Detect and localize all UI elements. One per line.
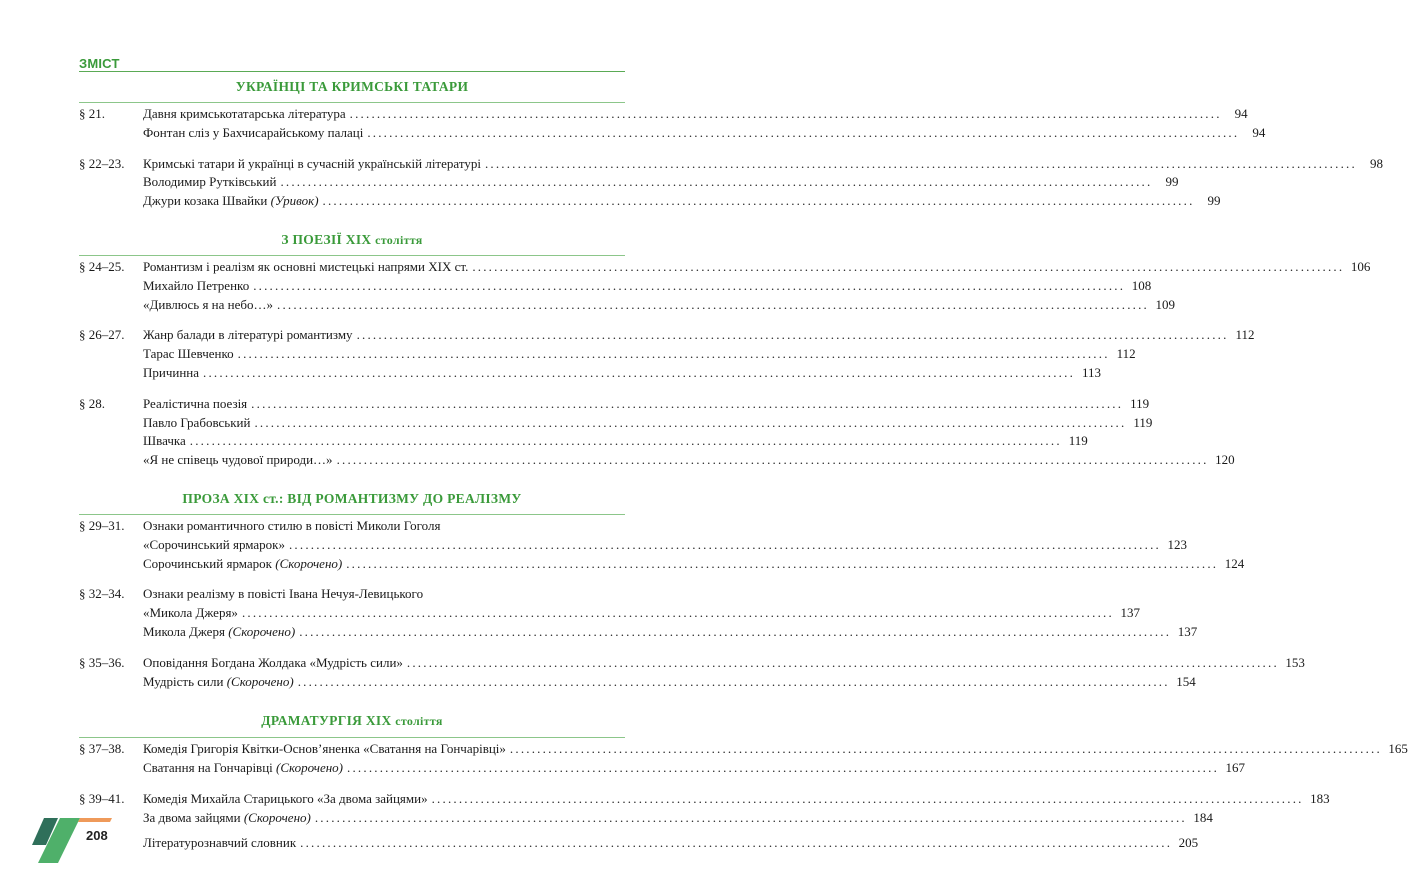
toc-entry[interactable] <box>79 414 1153 433</box>
dot-leader: ................................................................................................................................................................ <box>322 193 1195 209</box>
entry-title <box>143 296 273 315</box>
page-ref: 109 <box>1155 296 1175 312</box>
toc-entry[interactable] <box>79 809 1213 828</box>
entry-title-text: Кримські татари й українці в сучасній українській літературі <box>143 155 481 171</box>
entry-title-text: Реалістична поезія <box>143 395 248 411</box>
entry-title-text: Жанр балади в літературі романтизму <box>143 327 353 343</box>
entry-title-text: Тарас Шевченко <box>143 346 234 362</box>
page-ref: 154 <box>1176 673 1196 689</box>
entry-title-text: Сорочинський ярмарок <box>143 555 276 571</box>
table-of-contents <box>79 72 1408 852</box>
section-heading-text: УКРАЇНЦІ ТА КРИМСЬКІ ТАТАРИ <box>235 79 469 94</box>
entry-title-text: «Сорочинський ярмарок» <box>143 536 285 552</box>
entry-title-text: Михайло Петренко <box>143 277 250 293</box>
entry-title-text: Ознаки романтичного стилю в повісті Миколи Гоголя <box>143 517 441 533</box>
entry-title <box>143 834 296 853</box>
dot-leader: ................................................................................................................................................................ <box>241 605 1114 621</box>
paragraph-number: § 37–38. <box>79 741 125 757</box>
page-ref: 165 <box>1388 741 1408 757</box>
entry-title <box>143 345 234 364</box>
entry-title-text: Причинна <box>143 364 200 380</box>
entry-title <box>143 604 238 623</box>
toc-entry[interactable] <box>79 173 1179 192</box>
paragraph-group <box>79 740 1408 778</box>
entry-title-text: «Я не співець чудової природи…» <box>143 452 333 468</box>
entry-title <box>143 192 319 211</box>
dot-leader: ................................................................................................................................................................ <box>299 623 1172 639</box>
section-heading-suffix: століття <box>375 232 423 247</box>
entry-title-text: Ознаки реалізму в повісті Івана Нечуя-Левицького <box>143 586 424 602</box>
toc-entry[interactable] <box>79 673 1196 692</box>
page-ref: 184 <box>1193 809 1213 825</box>
entry-title-text: Мудрість сили <box>143 673 227 689</box>
toc-entry[interactable] <box>79 654 1305 673</box>
entry-title-text: Комедія Михайла Старицького «За двома зайцями» <box>143 790 428 806</box>
page-ref: 112 <box>1235 327 1255 343</box>
entry-title <box>143 364 199 383</box>
entry-title <box>143 124 363 143</box>
paragraph-group <box>79 790 1330 828</box>
entry-title-text: Сватання на Гончарівці <box>143 760 277 776</box>
page-ref: 113 <box>1082 364 1102 380</box>
toc-entry[interactable] <box>79 834 1199 853</box>
page-ref: 99 <box>1207 193 1221 209</box>
toc-entry[interactable] <box>79 124 1266 143</box>
section-heading <box>79 705 625 738</box>
entry-title <box>143 759 343 778</box>
dot-leader: ................................................................................................................................................................ <box>349 106 1222 121</box>
entry-title-text: Джури козака Швайки <box>143 193 271 209</box>
page-ref: 99 <box>1165 174 1179 190</box>
page-ref: 108 <box>1131 277 1152 293</box>
paragraph-number: § 35–36. <box>79 654 125 670</box>
dot-leader: ................................................................................................................................................................ <box>253 277 1126 293</box>
entry-title <box>143 585 423 604</box>
dot-leader: ................................................................................................................................................................ <box>472 258 1345 274</box>
toc-entry[interactable] <box>79 432 1088 451</box>
page-ref: 137 <box>1120 605 1140 621</box>
dot-leader: ................................................................................................................................................................ <box>484 155 1357 171</box>
paragraph-group <box>79 654 1305 692</box>
paragraph-group <box>79 258 1371 314</box>
entry-note: (Скорочено) <box>226 673 294 689</box>
section-heading-text: ДРАМАТУРГІЯ XIX <box>261 713 396 729</box>
entry-title <box>143 673 294 692</box>
page-ref: 167 <box>1225 760 1246 776</box>
entry-title <box>143 536 285 555</box>
entry-title <box>143 414 250 433</box>
entry-title-text: Павло Грабовський <box>143 414 251 430</box>
toc-entry[interactable] <box>79 155 1383 174</box>
paragraph-group <box>79 834 1199 853</box>
entry-title-text: «Микола Джеря» <box>143 605 238 621</box>
paragraph-number: § 26–27. <box>79 327 125 343</box>
entry-note: (Скорочено) <box>276 760 344 776</box>
paragraph-number: § 32–34. <box>79 586 125 602</box>
dot-leader: ................................................................................................................................................................ <box>336 452 1209 468</box>
entry-title-text: За двома зайцями <box>143 809 244 825</box>
entry-title <box>143 809 311 828</box>
toc-entry[interactable] <box>79 451 1235 470</box>
dot-leader: ................................................................................................................................................................ <box>189 433 1062 449</box>
toc-entry[interactable] <box>79 326 1255 345</box>
section-heading-suffix: століття <box>395 714 443 729</box>
paragraph-group <box>79 395 1235 470</box>
entry-note: (Уривок) <box>270 193 319 209</box>
page-ref: 183 <box>1310 790 1330 806</box>
toc-entry[interactable] <box>79 105 1248 124</box>
toc-entry[interactable] <box>79 536 1187 555</box>
toc-entry[interactable] <box>79 517 625 536</box>
paragraph-number: § 21. <box>79 106 105 121</box>
toc-entry[interactable] <box>79 258 1371 277</box>
section-spacer <box>79 211 625 225</box>
entry-title-text: Володимир Рутківський <box>143 174 277 190</box>
dot-leader: ................................................................................................................................................................ <box>203 364 1076 380</box>
page-ref: 94 <box>1234 106 1248 121</box>
page-number: 208 <box>86 828 108 843</box>
entry-note: (Скорочено) <box>243 809 311 825</box>
entry-title <box>143 517 440 536</box>
entry-title-text: Давня кримськотатарська література <box>143 106 346 121</box>
page-ref: 123 <box>1167 536 1187 552</box>
page-ref: 94 <box>1252 124 1266 140</box>
entry-title <box>143 326 353 345</box>
toc-entry[interactable] <box>79 759 1246 778</box>
page-ref: 124 <box>1224 555 1245 571</box>
entry-title <box>143 740 506 759</box>
dot-leader: ................................................................................................................................................................ <box>356 327 1229 343</box>
paragraph-group <box>79 155 1383 211</box>
page-ref: 205 <box>1178 834 1199 850</box>
section-spacer <box>79 470 625 484</box>
entry-title-text: Оповідання Богдана Жолдака «Мудрість сили» <box>143 654 403 670</box>
dot-leader: ................................................................................................................................................................ <box>277 296 1149 312</box>
paragraph-number: § 29–31. <box>79 517 125 533</box>
entry-note: (Скорочено) <box>275 555 343 571</box>
section-heading <box>79 484 625 515</box>
toc-entry[interactable] <box>79 790 1330 809</box>
dot-leader: ................................................................................................................................................................ <box>347 760 1220 776</box>
toc-entry[interactable] <box>79 277 1152 296</box>
page-ref: 98 <box>1369 155 1383 171</box>
toc-entry[interactable] <box>79 555 1245 574</box>
toc-entry[interactable] <box>79 192 1221 211</box>
entry-title-text: Літературознавчий словник <box>143 834 297 850</box>
entry-title-text: Швачка <box>143 433 186 449</box>
dot-leader: ................................................................................................................................................................ <box>254 414 1127 430</box>
paragraph-group <box>79 326 1255 382</box>
entry-title-text: «Дивлюсь я на небо…» <box>143 296 273 312</box>
entry-title <box>143 258 468 277</box>
entry-title <box>143 173 276 192</box>
entry-title <box>143 555 342 574</box>
page-ref: 112 <box>1116 346 1136 362</box>
paragraph-group <box>79 585 1198 641</box>
dot-leader: ................................................................................................................................................................ <box>251 395 1124 411</box>
section-heading-text: З ПОЕЗІЇ XIX <box>281 231 376 247</box>
toc-entry[interactable] <box>79 604 1140 623</box>
page-ref: 119 <box>1133 414 1153 430</box>
entry-title <box>143 395 247 414</box>
dot-leader: ................................................................................................................................................................ <box>509 741 1382 757</box>
dot-leader: ................................................................................................................................................................ <box>237 346 1110 362</box>
paragraph-number: § 24–25. <box>79 258 125 274</box>
entry-title-text: Фонтан сліз у Бахчисарайському палаці <box>143 124 364 140</box>
toc-entry[interactable] <box>79 623 1198 642</box>
page-ref: 106 <box>1350 258 1371 274</box>
paragraph-group <box>79 105 1266 143</box>
entry-title <box>143 277 249 296</box>
toc-entry[interactable] <box>79 296 1175 315</box>
entry-title-text: Романтизм і реалізм як основні мистецькі напрями XIX ст. <box>143 258 469 274</box>
toc-entry[interactable] <box>79 395 1150 414</box>
dot-leader: ................................................................................................................................................................ <box>431 790 1304 806</box>
page-ref: 137 <box>1177 623 1198 639</box>
toc-entry[interactable] <box>79 585 625 604</box>
entry-title <box>143 155 481 174</box>
entry-title <box>143 105 346 124</box>
paragraph-number: § 39–41. <box>79 790 125 806</box>
section-heading-text: ПРОЗА XIX ст.: ВІД РОМАНТИЗМУ ДО РЕАЛІЗМУ <box>182 490 522 506</box>
toc-entry[interactable] <box>79 364 1102 383</box>
entry-title-text: Микола Джеря <box>143 623 229 639</box>
dot-leader: ................................................................................................................................................................ <box>300 834 1173 850</box>
toc-entry[interactable] <box>79 740 1408 759</box>
section-heading <box>79 225 625 256</box>
section-spacer <box>79 691 625 705</box>
page-header-title: ЗМІСТ <box>79 56 120 71</box>
entry-title <box>143 654 403 673</box>
toc-entry[interactable] <box>79 345 1136 364</box>
dot-leader: ................................................................................................................................................................ <box>367 124 1240 140</box>
entry-title <box>143 451 333 470</box>
paragraph-number: § 22–23. <box>79 155 125 171</box>
entry-title-text: Комедія Григорія Квітки-Основ’яненка «Сватання на Гончарівці» <box>143 741 506 757</box>
page-ref: 153 <box>1285 654 1305 670</box>
dot-leader: ................................................................................................................................................................ <box>346 555 1219 571</box>
section-heading <box>79 72 625 103</box>
paragraph-group <box>79 517 1245 573</box>
paragraph-number: § 28. <box>79 395 105 411</box>
dot-leader: ................................................................................................................................................................ <box>406 654 1279 670</box>
dot-leader: ................................................................................................................................................................ <box>280 174 1153 190</box>
dot-leader: ................................................................................................................................................................ <box>297 673 1170 689</box>
dot-leader: ................................................................................................................................................................ <box>314 809 1187 825</box>
page-ref: 119 <box>1130 395 1150 411</box>
page-ref: 119 <box>1068 433 1088 449</box>
page-ref: 120 <box>1215 452 1235 468</box>
entry-title <box>143 790 428 809</box>
entry-note: (Скорочено) <box>228 623 296 639</box>
entry-title <box>143 623 295 642</box>
dot-leader: ................................................................................................................................................................ <box>288 536 1161 552</box>
entry-title <box>143 432 186 451</box>
